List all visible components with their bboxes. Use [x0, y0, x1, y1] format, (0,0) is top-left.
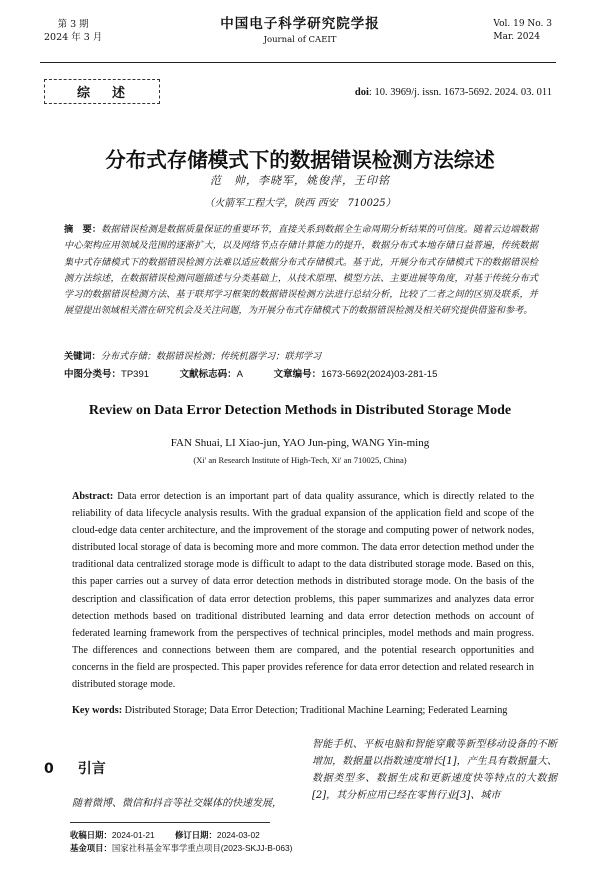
- authors-en: FAN Shuai, LI Xiao-jun, YAO Jun-ping, WANG Yin-ming: [170, 437, 430, 449]
- abstract-cn-text: 数据错误检测是数据质量保证的重要环节，直接关系到数据全生命周期分析结果的可信度。随着云边端数据中心架构应用领域及范围的逐渐扩大，以及网络节点存储计算能力的提升，数据分布式本地存储日益普遍，传统数据集中式存储模式下的数据错误检测方法难以适应数据分布式存储模式。基于此，开展分布式存储模式下的数据错误检测方法综述，在数据错误检测问题描述与分类基础上，从技术原理、模型方法、主要进展等角度，对基于传统分布式学习的数据错误检测方法、基于联邦学习框架的数据错误检测方法进行总结分析，比较了二者之间的区别及联系，并展望提出领域相关潜在研究机会及关注问题，为开展分布式存储模式下的数据错误检测及相关研究提供借鉴和参考。: [64, 224, 539, 317]
- doi-label: doi: [354, 87, 369, 98]
- footnote-divider: [70, 822, 270, 823]
- article-id-label: 文章编号：: [273, 369, 322, 380]
- fund-value: 国家社科基金军事学重点项目(2023-SKJJ-B-063): [111, 843, 293, 853]
- keywords-en-text: Distributed Storage; Data Error Detection; Traditional Machine Learning; Federated Learning: [124, 705, 508, 716]
- issue-number: 第 3 期: [57, 19, 89, 30]
- body-left-column: 随着微博、微信和抖音等社交媒体的快速发展，: [72, 798, 282, 809]
- issue-date-cn: 2024 年 3 月: [44, 32, 103, 43]
- received-date: 2024-01-21: [111, 830, 155, 840]
- volume-number: Vol. 19 No. 3: [493, 19, 552, 29]
- footnote-fund: [70, 842, 292, 855]
- header-divider: [40, 62, 556, 63]
- title-cn: 分布式存储模式下的数据错误检测方法综述: [105, 148, 495, 172]
- footnote-dates: [70, 829, 292, 842]
- revised-date: 2024-03-02: [216, 830, 260, 840]
- doi[interactable]: [355, 87, 552, 98]
- keywords-en-label: Key words:: [72, 705, 123, 716]
- issue-date-en: Mar. 2024: [493, 32, 540, 42]
- abstract-en-text: Data error detection is an important part of data quality assurance, which is directly related to the reliability of data lifecycle analysis results. With the gradual expansion of the application field and scope of the cloud-edge data center architecture, and the improvement of the storage and computing power of network nodes, distributed local storage of data is becoming more and more common. The data error detection method under the traditional data centralized storage mode is difficult to adapt to the data distributed storage mode. Based on this, this paper carries out a survey of data error detection methods in distributed storage mode. On the basis of the description and classification of data error detection problems, this paper summarizes and analyzes data error detection methods based on traditional distributed learning and data error detection methods on account of federated learning framework from the perspectives of technical principles, model methods and main progress. The differences and connections between them are compared, and the potential research opportunities and concerns in the field are prospected. This paper provides reference for data error detection and related research in distributed storage mode.: [72, 491, 534, 691]
- doc-code-value: A: [236, 369, 244, 380]
- classification-line: [64, 366, 554, 380]
- received-label: 收稿日期：: [70, 830, 112, 840]
- article-type-badge: 综述: [44, 79, 160, 104]
- abstract-en: [72, 488, 534, 693]
- body-right-column: 智能手机、平板电脑和智能穿戴等新型移动设备的不断增加，数据量以指数速度增长[1]，产生具有数据量大、数据类型多、数据生成和更新速度快等特点的大数据[2]，其分析应用已经在零售行业[3]、城市: [312, 739, 557, 801]
- revised-label: 修订日期：: [175, 830, 217, 840]
- keywords-en: [72, 705, 542, 716]
- fund-label: 基金项目：: [70, 843, 112, 853]
- keywords-cn-text: 分布式存储；数据错误检测；传统机器学习；联邦学习: [100, 351, 322, 362]
- journal-name-en: Journal of CAEIT: [263, 35, 337, 45]
- header-volume: [493, 18, 552, 44]
- section-title: 引言: [77, 761, 106, 777]
- abstract-en-label: Abstract:: [72, 491, 114, 502]
- abstract-cn-label: 摘 要：: [64, 224, 102, 235]
- section-number: 0: [44, 761, 54, 777]
- section-heading: [44, 758, 106, 778]
- keywords-cn: [64, 348, 538, 362]
- journal-name-cn: 中国电子科学研究院学报: [220, 16, 380, 32]
- authors-cn: 范 帅，李晓军，姚俊萍，王印铭: [210, 174, 390, 187]
- doc-code-label: 文献标志码：: [179, 369, 237, 380]
- abstract-cn: [64, 222, 538, 320]
- footnotes: [70, 829, 292, 855]
- clc-label: 中图分类号：: [64, 369, 122, 380]
- doi-value: : 10. 3969/j. issn. 1673-5692. 2024. 03. 011: [368, 87, 552, 98]
- affiliation-en: (Xi' an Research Institute of High-Tech, Xi' an 710025, China): [193, 455, 407, 465]
- affiliation-cn: （火箭军工程大学，陕西 西安 710025）: [204, 198, 396, 209]
- article-id-value: 1673-5692(2024)03-281-15: [321, 369, 438, 380]
- clc-value: TP391: [121, 369, 150, 380]
- title-en: Review on Data Error Detection Methods in Distributed Storage Mode: [88, 403, 512, 418]
- keywords-cn-label: 关键词：: [64, 351, 101, 362]
